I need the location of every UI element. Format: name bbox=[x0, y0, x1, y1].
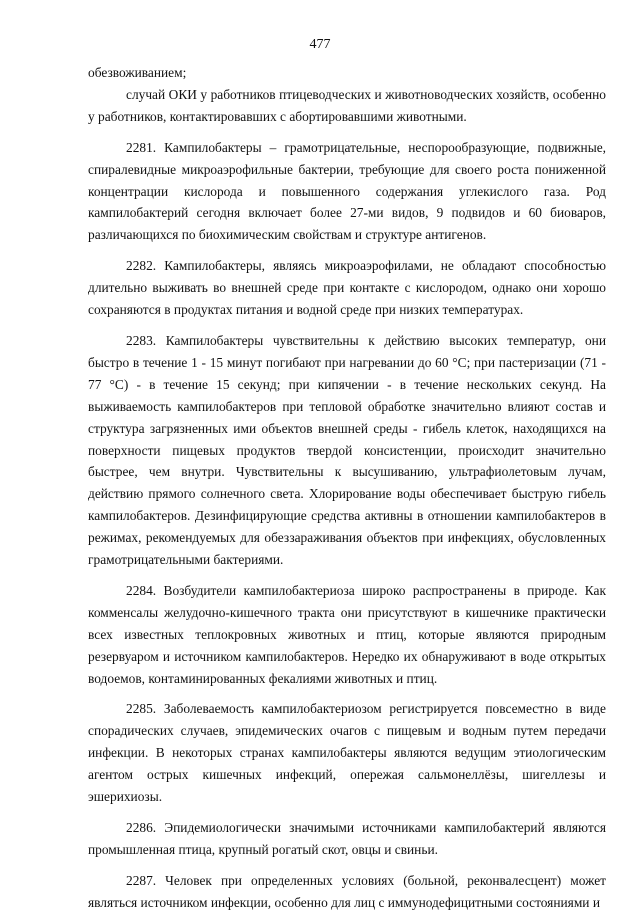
paragraph-2281: 2281. Кампилобактеры – грамотрицательные, неспорообразующие, подвижные, спиралевидные микроаэрофильные бактерии, требующие для своего роста пониженной концентрации кислорода и повышенного содержания углекислого газа. Род кампилобактерий сегодня включает более 27-ми видов, 9 подвидов и 60 биоваров, различающихся по биохимическим свойствам и структуре антигенов. bbox=[88, 139, 606, 243]
paragraph-continuation: обезвоживанием; bbox=[88, 65, 187, 80]
paragraph-2284: 2284. Возбудители кампилобактериоза широко распространены в природе. Как комменсалы желудочно-кишечного тракта они присутствуют в кишечнике практически всех известных теплокровных животных и птиц, которые являются природным резервуаром и источником кампилобактеров. Нередко их обнаруживают в воде открытых водоемов, контаминированных фекалиями животных и птиц. bbox=[88, 582, 606, 686]
body-text bbox=[88, 62, 606, 914]
paragraph-oki-workers: случай ОКИ у работников птицеводческих и животноводческих хозяйств, особенно у работников, контактировавших с абортировавшими животными. bbox=[88, 86, 606, 124]
paragraph-2287: 2287. Человек при определенных условиях (больной, реконвалесцент) может являться источником инфекции, особенно для лиц с иммунодефицитными состояниями и bbox=[88, 872, 606, 910]
paragraph-2286: 2286. Эпидемиологически значимыми источниками кампилобактерий являются промышленная птица, крупный рогатый скот, овцы и свиньи. bbox=[88, 820, 606, 857]
paragraph-2283: 2283. Кампилобактеры чувствительны к действию высоких температур, они быстро в течение 1 - 15 минут погибают при нагревании до 60 °С; при пастеризации (71 - 77 °С) - в течение 15 секунд; при кипячении - в течение нескольких секунд. На выживаемость кампилобактеров при тепловой обработке значительно влияют состав и структура загрязненных ими объектов внешней среды - гибель клеток, находящихся на поверхности пищевых продуктов твердой консистенции, происходит значительно быстрее, чем внутри. Чувствительны к высушиванию, ультрафиолетовым лучам, действию прямого солнечного света. Хлорирование воды обеспечивает быструю гибель кампилобактеров. Дезинфицирующие средства активны в отношении кампилобактеров в режимах, рекомендуемых для обеззараживания объектов при инфекциях, обусловленных грамотрицательными бактериями. bbox=[88, 332, 606, 568]
paragraph-2285: 2285. Заболеваемость кампилобактериозом регистрируется повсеместно в виде спорадических случаев, эпидемических очагов с пищевым и водным путем передачи инфекции. В некоторых странах кампилобактеры являются ведущим этиологическим агентом острых кишечных инфекций, опережая сальмонеллёзы, шигеллезы и эшерихиозы. bbox=[88, 701, 606, 805]
paragraph-2282: 2282. Кампилобактеры, являясь микроаэрофилами, не обладают способностью длительно выживать во внешней среде при контакте с кислородом, однако они хорошо сохраняются в продуктах питания и водной среде при низких температурах. bbox=[88, 258, 606, 318]
page-number: 477 bbox=[309, 37, 331, 52]
